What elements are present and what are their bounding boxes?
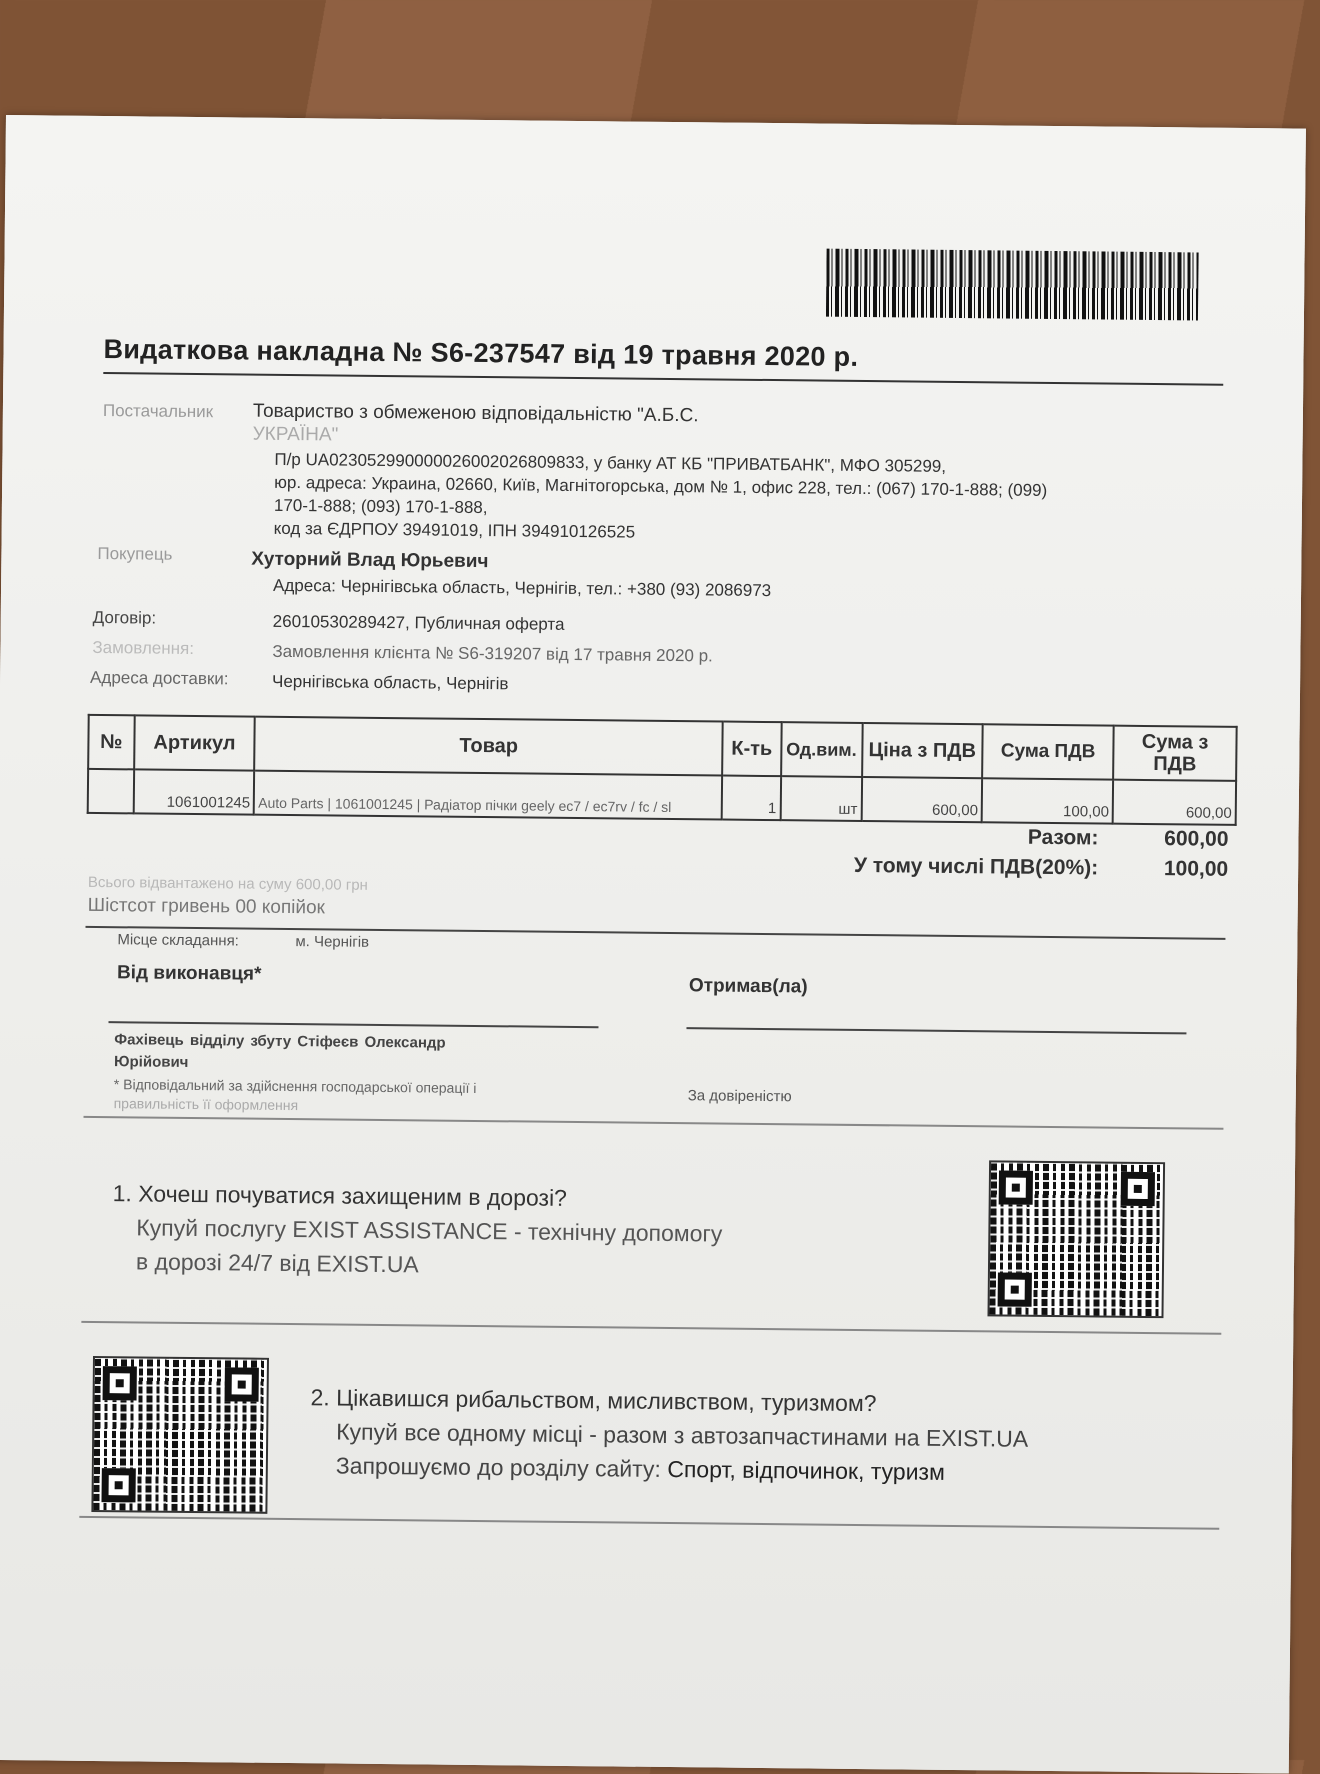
order-value: Замовлення клієнта № S6-319207 від 17 травня 2020 р.	[272, 641, 713, 666]
cell-qty: 1	[722, 776, 781, 821]
buyer-name: Хуторний Влад Юрьевич	[251, 548, 489, 573]
vat-total-value: 100,00	[1163, 857, 1229, 881]
place-value: м. Чернігів	[295, 933, 370, 951]
title-divider	[103, 372, 1223, 386]
place-label: Місце складання:	[117, 931, 239, 950]
promo1-line1: Купуй послугу EXIST ASSISTANCE - технічну допомогу	[136, 1214, 723, 1247]
cell-vat: 100,00	[982, 778, 1113, 823]
header-sum: Сума з ПДВ	[1113, 726, 1236, 781]
executor-note-line2: правильність її оформлення	[113, 1095, 299, 1114]
supplier-address-line2: 170-1-888; (093) 170-1-888,	[273, 495, 488, 518]
delivery-value: Чернігівська область, Чернігів	[271, 671, 509, 694]
cell-product: Auto Parts | 1061001245 | Радіатор пічки geely ec7 / ec7rv / fc / sl	[254, 771, 722, 820]
promo2-divider	[79, 1516, 1219, 1529]
promo1-divider	[81, 1321, 1221, 1334]
promo2-section-link: Спорт, відпочинок, туризм	[667, 1455, 946, 1485]
items-table	[87, 714, 1238, 826]
promo1-qr-code	[987, 1160, 1165, 1318]
header-sku: Артикул	[134, 715, 255, 770]
invoice-paper	[0, 115, 1306, 1774]
supplier-account: П/р UA023052990000026002026809833, у банку АТ КБ "ПРИВАТБАНК", МФО 305299,	[274, 449, 947, 476]
supplier-address-line1: юр. адреса: Украина, 02660, Київ, Магнітогорська, дом № 1, офис 228, тел.: (067) 170-1-888; (099)	[274, 472, 1048, 500]
executor-name-line1: Фахівець відділу збуту Стіфеєв Олександр	[114, 1031, 446, 1052]
header-qty: К-ть	[722, 722, 781, 777]
header-num: №	[88, 715, 134, 769]
cell-sum: 600,00	[1113, 780, 1236, 825]
total-label: Разом:	[1027, 825, 1099, 850]
signature-section-divider	[84, 1116, 1224, 1129]
amount-divider	[85, 926, 1225, 939]
executor-name-line2: Юрійович	[114, 1053, 189, 1071]
document-title: Видаткова накладна № S6-237547 від 19 травня 2020 р.	[103, 334, 859, 372]
barcode	[826, 249, 1199, 321]
cell-unit: шт	[780, 776, 862, 821]
promo2-qr-code	[91, 1356, 269, 1514]
vat-total-label: У тому числі ПДВ(20%):	[853, 853, 1099, 880]
proxy-label: За довіреністю	[687, 1087, 792, 1106]
supplier-codes: код за ЄДРПОУ 39491019, ІПН 394910126525	[273, 518, 636, 542]
supplier-label: Постачальник	[102, 401, 214, 422]
executor-note-line1: * Відповідальний за здійснення господарської операції і	[113, 1076, 477, 1096]
promo1-line2: в дорозі 24/7 від EXIST.UA	[135, 1248, 419, 1278]
buyer-address: Адреса: Чернігівська область, Чернігів, тел.: +380 (93) 2086973	[272, 575, 772, 601]
contract-label: Договір:	[92, 607, 157, 628]
header-unit: Од.вим.	[781, 722, 863, 777]
buyer-label: Покупець	[97, 543, 173, 564]
cell-sku: 1061001245	[133, 769, 254, 814]
executor-label: Від виконавця*	[116, 962, 262, 985]
header-product: Товар	[255, 717, 723, 776]
contract-value: 26010530289427, Публичная оферта	[272, 611, 565, 634]
header-vat: Сума ПДВ	[982, 724, 1114, 779]
order-label: Замовлення:	[92, 637, 195, 658]
amount-line1: Всього відвантажено на суму 600,00 грн	[87, 873, 368, 894]
promo2-line2-prefix: Запрошуємо до розділу сайту:	[335, 1452, 662, 1482]
total-value: 600,00	[1164, 827, 1229, 851]
receiver-signature-line	[686, 1027, 1186, 1034]
cell-price: 600,00	[861, 777, 982, 822]
promo1-heading: 1. Хочеш почуватися захищеним в дорозі?	[112, 1180, 568, 1211]
amount-words: Шістсот гривень 00 копійок	[87, 894, 326, 919]
delivery-label: Адреса доставки:	[90, 667, 229, 689]
supplier-name-line1: Товариство з обмеженою відповідальністю "А.Б.С.	[252, 400, 699, 427]
header-price: Ціна з ПДВ	[862, 723, 983, 778]
promo2-line1: Купуй все одному місці - разом з автозапчастинами на EXIST.UA	[336, 1418, 1029, 1452]
cell-num	[88, 769, 134, 813]
supplier-name-line2: УКРАЇНА"	[252, 423, 339, 446]
receiver-label: Отримав(ла)	[688, 975, 808, 998]
promo2-line2	[336, 1449, 945, 1489]
promo2-heading: 2. Цікавишся рибальством, мисливством, туризмом?	[310, 1384, 877, 1417]
executor-signature-line	[109, 1021, 599, 1028]
